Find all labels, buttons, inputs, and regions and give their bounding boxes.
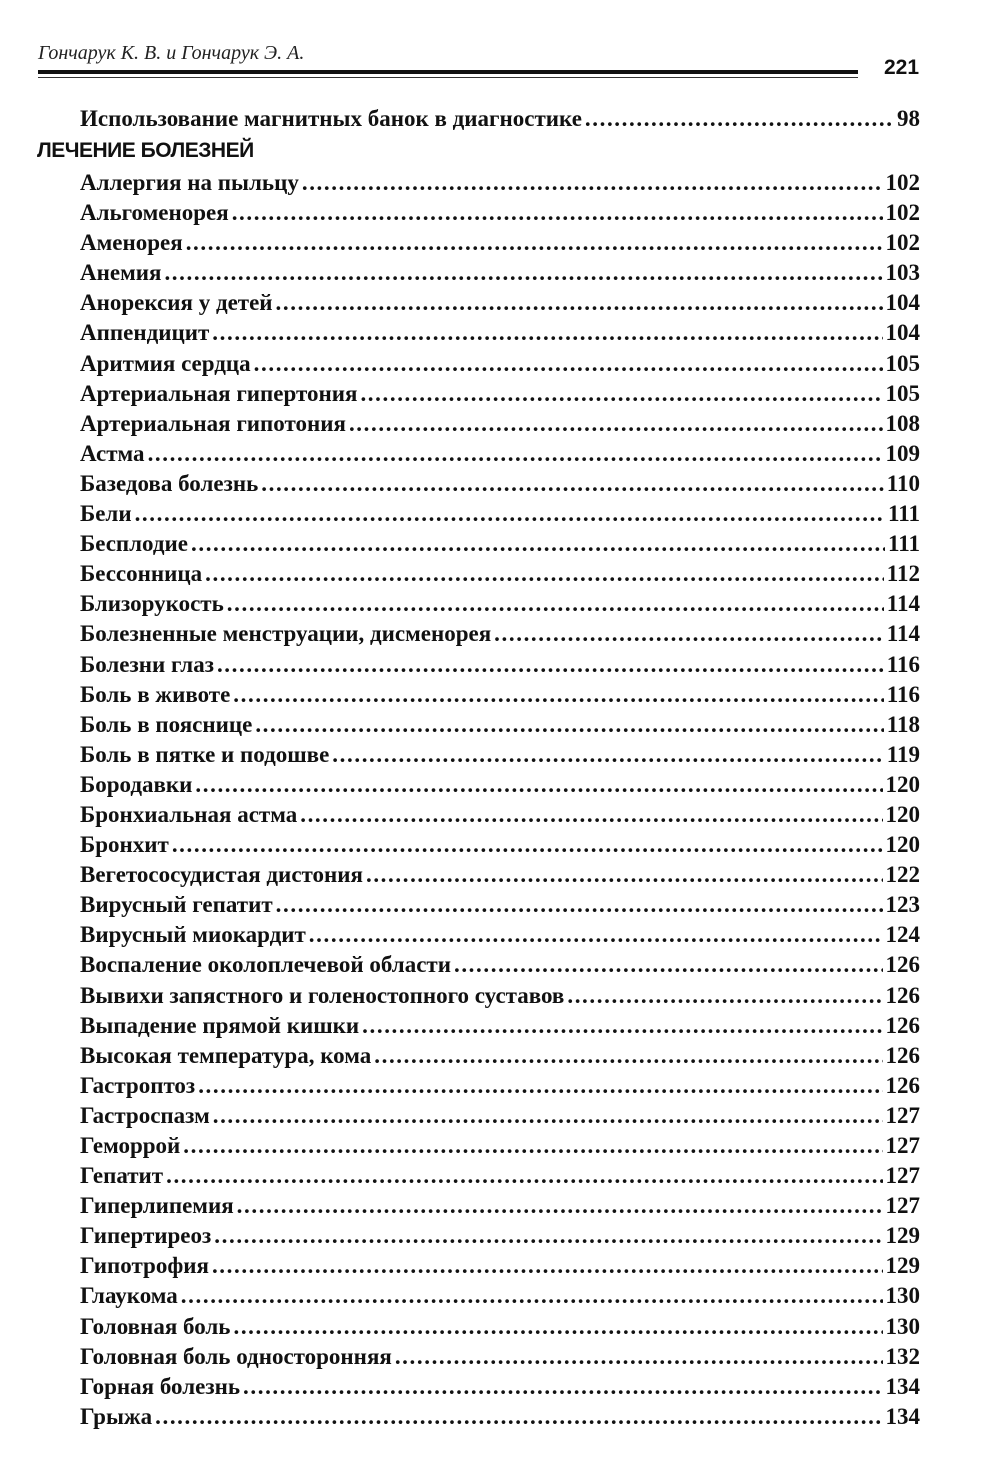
dot-leader xyxy=(261,469,884,499)
toc-entry-title: Аменорея xyxy=(80,230,183,256)
toc-entry-title: Базедова болезнь xyxy=(80,470,259,496)
toc-entry xyxy=(80,1161,920,1191)
dot-leader xyxy=(183,1131,882,1161)
header-rule-thin xyxy=(38,77,858,78)
toc-entry-title: Боль в пятке и подошве xyxy=(80,741,330,767)
toc-entry-page: 120 xyxy=(885,771,920,797)
toc-entry-title: Вирусный гепатит xyxy=(80,892,273,918)
toc-entry-title: Бронхиальная астма xyxy=(80,801,298,827)
dot-leader xyxy=(243,1372,882,1402)
toc-entry-title: Анорексия у детей xyxy=(80,290,273,316)
dot-leader xyxy=(237,1191,883,1221)
toc-entry xyxy=(80,800,920,830)
toc-entry-page: 126 xyxy=(885,1042,920,1068)
toc-entry xyxy=(80,650,920,680)
toc-entry xyxy=(80,1312,920,1342)
toc-entry-title: Бронхит xyxy=(80,832,169,858)
toc-entry-page: 112 xyxy=(886,561,920,587)
toc-entry xyxy=(80,860,920,890)
toc-entry-title: Гепатит xyxy=(80,1163,164,1189)
toc-entry-page: 118 xyxy=(886,711,920,737)
toc-entry-title: Бели xyxy=(80,501,132,527)
toc-entry xyxy=(80,950,920,980)
dot-leader xyxy=(349,409,883,439)
toc-entry-page: 103 xyxy=(885,260,920,286)
toc-entry xyxy=(80,439,920,469)
toc-entry-title: Альгоменорея xyxy=(80,200,229,226)
header-rule-thick xyxy=(38,70,858,74)
toc-entry-title: Геморрой xyxy=(80,1133,181,1158)
toc-entry xyxy=(80,228,920,258)
dot-leader xyxy=(172,830,883,860)
dot-leader xyxy=(309,920,883,950)
dot-leader xyxy=(148,439,883,469)
dot-leader xyxy=(567,981,882,1011)
toc-entry xyxy=(80,981,920,1011)
toc-entry xyxy=(80,1372,920,1402)
toc-entry-page: 126 xyxy=(885,952,920,978)
toc-entry xyxy=(80,1402,920,1432)
toc-entry xyxy=(80,1131,920,1161)
dot-leader xyxy=(214,1221,882,1251)
toc-entry-intro xyxy=(80,104,920,134)
toc-entry xyxy=(80,1011,920,1041)
toc-entry xyxy=(80,920,920,950)
dot-leader xyxy=(195,770,882,800)
toc-entry-page: 130 xyxy=(885,1283,920,1309)
toc-entry-page: 134 xyxy=(885,1403,920,1429)
toc-entry-title: Использование магнитных банок в диагностике xyxy=(80,106,582,131)
toc-entry xyxy=(80,740,920,770)
toc-entry-page: 114 xyxy=(886,621,920,647)
dot-leader xyxy=(362,1011,882,1041)
toc-entry-page: 134 xyxy=(885,1373,920,1399)
toc-entry-list xyxy=(80,168,920,1432)
toc-entry xyxy=(80,1191,920,1221)
toc-entry-page: 127 xyxy=(885,1193,920,1219)
toc-entry xyxy=(80,1041,920,1071)
dot-leader xyxy=(374,1041,882,1071)
toc-entry-title: Астма xyxy=(80,440,145,466)
section-heading: ЛЕЧЕНИЕ БОЛЕЗНЕЙ xyxy=(37,139,254,162)
dot-leader xyxy=(233,1312,882,1342)
toc-entry-title: Близорукость xyxy=(80,591,224,617)
toc-entry xyxy=(80,1342,920,1372)
toc-entry-page: 126 xyxy=(885,1072,920,1098)
toc-entry-page: 122 xyxy=(885,862,920,888)
toc-entry xyxy=(80,288,920,318)
toc-entry-page: 124 xyxy=(885,922,920,948)
dot-leader xyxy=(360,379,882,409)
toc-entry xyxy=(80,890,920,920)
toc-entry-page: 98 xyxy=(897,106,920,131)
toc-entry xyxy=(80,318,920,348)
toc-entry-title: Вирусный миокардит xyxy=(80,922,306,948)
toc-entry xyxy=(80,198,920,228)
toc-entry-title: Артериальная гипотония xyxy=(80,410,346,436)
toc-entry-title: Вывихи запястного и голеностопного суставов xyxy=(80,982,565,1008)
toc-entry-title: Грыжа xyxy=(80,1403,153,1429)
toc-entry-page: 129 xyxy=(885,1253,920,1279)
table-of-contents xyxy=(37,104,920,1432)
dot-leader xyxy=(494,619,884,649)
toc-entry xyxy=(80,619,920,649)
toc-entry xyxy=(80,770,920,800)
toc-entry-page: 120 xyxy=(885,832,920,858)
dot-leader xyxy=(212,318,882,348)
dot-leader xyxy=(395,1342,883,1372)
dot-leader xyxy=(164,258,882,288)
toc-entry-page: 126 xyxy=(885,982,920,1008)
toc-entry-page: 110 xyxy=(886,470,920,496)
toc-entry-title: Бессонница xyxy=(80,561,203,587)
running-header-author: Гончарук К. В. и Гончарук Э. А. xyxy=(38,42,305,64)
toc-entry-page: 116 xyxy=(886,681,920,707)
toc-entry-title: Вегетососудистая дистония xyxy=(80,862,363,888)
toc-entry-title: Гастроспазм xyxy=(80,1102,210,1128)
dot-leader xyxy=(217,650,884,680)
toc-entry-page: 111 xyxy=(888,501,920,527)
toc-entry-title: Бесплодие xyxy=(80,531,188,557)
toc-entry xyxy=(80,529,920,559)
toc-entry-page: 127 xyxy=(885,1102,920,1128)
toc-entry-page: 102 xyxy=(885,170,920,195)
toc-entry-title: Головная боль xyxy=(80,1313,231,1339)
dot-leader xyxy=(276,890,883,920)
toc-entry xyxy=(80,349,920,379)
toc-entry xyxy=(80,559,920,589)
dot-leader xyxy=(255,710,883,740)
toc-entry-title: Головная боль односторонняя xyxy=(80,1343,392,1369)
dot-leader xyxy=(205,559,884,589)
toc-entry xyxy=(80,830,920,860)
toc-entry xyxy=(80,710,920,740)
toc-entry xyxy=(80,1221,920,1251)
toc-entry-page: 123 xyxy=(885,892,920,918)
dot-leader xyxy=(155,1402,882,1432)
toc-entry-page: 102 xyxy=(885,200,920,226)
toc-entry-page: 129 xyxy=(885,1223,920,1249)
toc-entry-title: Гипотрофия xyxy=(80,1253,209,1279)
toc-entry xyxy=(80,1101,920,1131)
toc-entry-page: 109 xyxy=(885,440,920,466)
toc-entry-page: 127 xyxy=(885,1163,920,1189)
toc-entry xyxy=(80,589,920,619)
dot-leader xyxy=(254,349,883,379)
toc-entry-page: 130 xyxy=(885,1313,920,1339)
dot-leader xyxy=(276,288,883,318)
toc-entry-title: Гипертиреоз xyxy=(80,1223,212,1249)
dot-leader xyxy=(181,1281,883,1311)
toc-entry-title: Болезни глаз xyxy=(80,651,214,677)
toc-entry xyxy=(80,379,920,409)
dot-leader xyxy=(166,1161,882,1191)
toc-entry-page: 111 xyxy=(888,531,920,557)
page-number: 221 xyxy=(884,56,920,79)
toc-entry-page: 126 xyxy=(885,1012,920,1038)
toc-entry-page: 132 xyxy=(885,1343,920,1369)
toc-entry-page: 105 xyxy=(885,350,920,376)
dot-leader xyxy=(366,860,883,890)
toc-entry-page: 119 xyxy=(886,741,920,767)
toc-entry-title: Выпадение прямой кишки xyxy=(80,1012,360,1038)
toc-entry xyxy=(80,680,920,710)
toc-entry-page: 105 xyxy=(885,380,920,406)
toc-entry-title: Воспаление околоплечевой области xyxy=(80,952,451,978)
toc-entry-title: Гиперлипемия xyxy=(80,1193,234,1219)
toc-entry xyxy=(80,499,920,529)
dot-leader xyxy=(585,104,894,134)
toc-entry xyxy=(80,409,920,439)
toc-entry-title: Аллергия на пыльцу xyxy=(80,170,299,195)
dot-leader xyxy=(233,680,883,710)
toc-entry-title: Глаукома xyxy=(80,1283,178,1309)
dot-leader xyxy=(302,168,883,198)
toc-entry xyxy=(80,469,920,499)
dot-leader xyxy=(300,800,882,830)
toc-entry-page: 120 xyxy=(885,801,920,827)
dot-leader xyxy=(227,589,884,619)
dot-leader xyxy=(135,499,885,529)
dot-leader xyxy=(454,950,883,980)
toc-entry-title: Боль в животе xyxy=(80,681,231,707)
dot-leader xyxy=(198,1071,882,1101)
dot-leader xyxy=(332,740,883,770)
toc-entry-page: 116 xyxy=(886,651,920,677)
toc-entry xyxy=(80,168,920,198)
toc-entry-title: Бородавки xyxy=(80,771,193,797)
dot-leader xyxy=(232,198,883,228)
toc-entry-page: 127 xyxy=(885,1133,920,1158)
toc-entry xyxy=(80,1281,920,1311)
dot-leader xyxy=(186,228,883,258)
toc-entry-page: 108 xyxy=(885,410,920,436)
toc-entry-page: 104 xyxy=(885,290,920,316)
toc-entry-title: Артериальная гипертония xyxy=(80,380,358,406)
toc-entry xyxy=(80,1251,920,1281)
toc-entry xyxy=(80,258,920,288)
toc-entry-title: Аритмия сердца xyxy=(80,350,251,376)
dot-leader xyxy=(212,1251,883,1281)
toc-entry-page: 114 xyxy=(886,591,920,617)
toc-entry-title: Высокая температура, кома xyxy=(80,1042,372,1068)
toc-entry xyxy=(80,1071,920,1101)
toc-entry-title: Анемия xyxy=(80,260,162,286)
toc-entry-page: 102 xyxy=(885,230,920,256)
toc-entry-title: Болезненные менструации, дисменорея xyxy=(80,621,492,647)
dot-leader xyxy=(213,1101,883,1131)
dot-leader xyxy=(191,529,885,559)
toc-entry-title: Гастроптоз xyxy=(80,1072,196,1098)
toc-entry-page: 104 xyxy=(885,320,920,346)
toc-entry-title: Горная болезнь xyxy=(80,1373,241,1399)
toc-entry-title: Боль в пояснице xyxy=(80,711,253,737)
toc-entry-title: Аппендицит xyxy=(80,320,210,346)
